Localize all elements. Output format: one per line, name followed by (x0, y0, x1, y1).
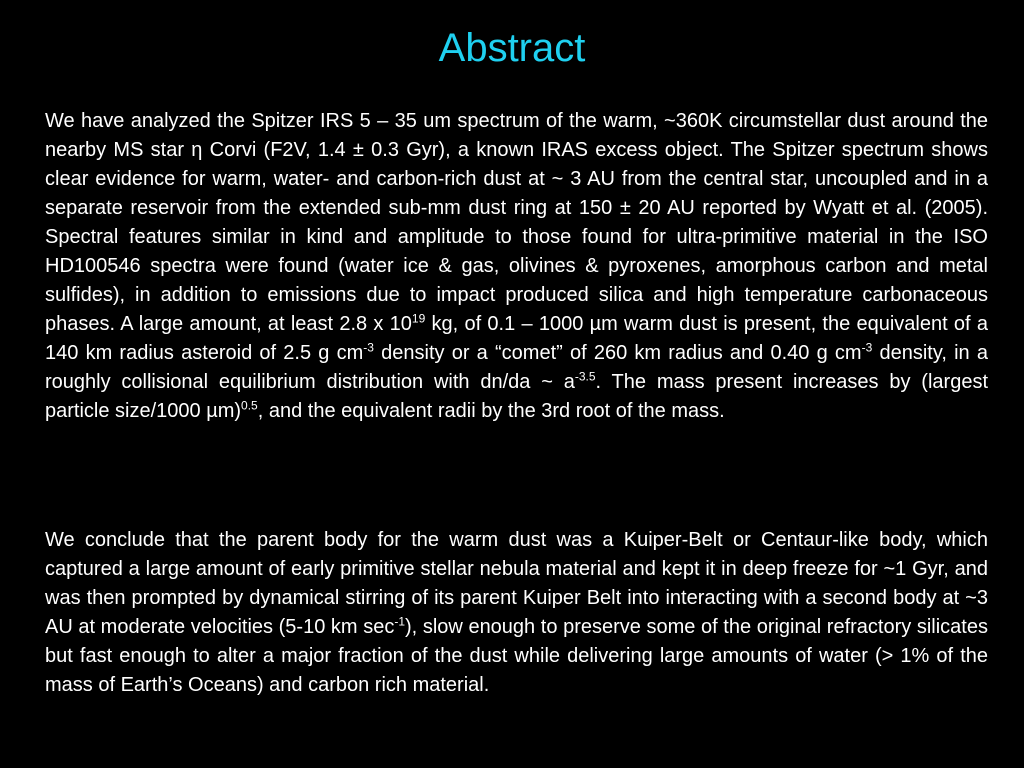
superscript: -3.5 (574, 369, 596, 384)
text-segment: density, in a roughly collisional equilibrium distribution with dn/da ~ a (45, 342, 988, 393)
superscript: 0.5 (241, 398, 258, 413)
superscript: -1 (394, 614, 405, 629)
text-segment: ), slow enough to preserve some of the original refractory silicates but fast enough to alter a major fraction of the dust while delivering large amounts of water (> 1% of the mass of Earth’s Oceans) and carbon rich material. (45, 616, 988, 696)
text-segment: We conclude that the parent body for the warm dust was a Kuiper-Belt or Centaur-like body, which captured a large amount of early primitive stellar nebula material and kept it in deep freeze for ~1 Gyr, and was then prompted by dynamical stirring of its parent Kuiper Belt into interacting with a second body at ~3 AU at moderate velocities (5-10 km sec (45, 529, 988, 638)
superscript: -3 (861, 340, 873, 355)
text-segment: kg, of 0.1 – 1000 µm warm dust is present, the equivalent of a 140 km radius asteroid of 2.5 g cm (45, 313, 988, 364)
text-segment: density or a “comet” of 260 km radius and 0.40 g cm (373, 342, 862, 364)
abstract-paragraph-1 (45, 107, 988, 426)
superscript: 19 (411, 311, 426, 326)
superscript: -3 (363, 340, 374, 355)
abstract-paragraph-2 (45, 526, 988, 700)
text-segment: . The mass present increases by (largest particle size/1000 µm) (45, 371, 988, 422)
text-segment: We have analyzed the Spitzer IRS 5 – 35 um spectrum of the warm, ~360K circumstellar dust around the nearby MS star η Corvi (F2V, 1.4 ± 0.3 Gyr), a known IRAS excess object. The Spitzer spectrum shows clear evidence for warm, water- and carbon-rich dust at ~ 3 AU from the central star, uncoupled and in a separate reservoir from the extended sub-mm dust ring at 150 ± 20 AU reported by Wyatt et al. (2005). Spectral features similar in kind and amplitude to those found for ultra-primitive material in the ISO HD100546 spectra were found (water ice & gas, olivines & pyroxenes, amorphous carbon and metal sulfides), in addition to emissions due to impact produced silica and high temperature carbonaceous phases. A large amount, at least 2.8 x 10 (45, 110, 988, 335)
text-segment: , and the equivalent radii by the 3rd root of the mass. (257, 400, 725, 422)
slide-title: Abstract (438, 26, 586, 70)
